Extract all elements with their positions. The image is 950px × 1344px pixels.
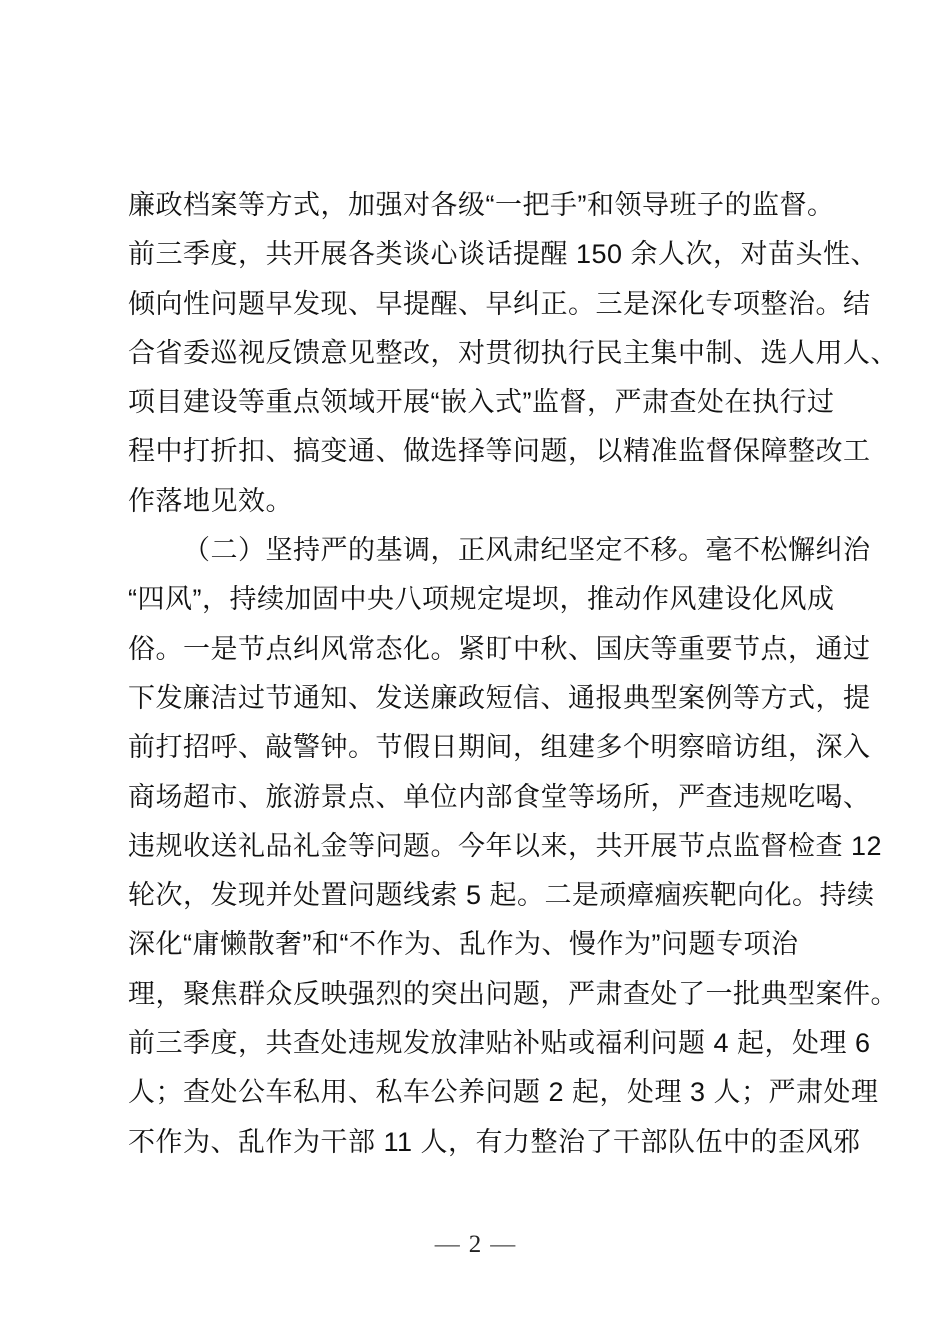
footer-dash-right: — bbox=[490, 1231, 516, 1258]
text-line: 廉政档案等方式，加强对各级“一把手”和领导班子的监督。 bbox=[128, 190, 835, 220]
text-line: 下发廉洁过节通知、发送廉政短信、通报典型案例等方式，提 bbox=[128, 682, 871, 713]
text-line: 前打招呼、敲警钟。节假日期间，组建多个明察暗访组，深入 bbox=[128, 732, 871, 763]
text-line: 不作为、乱作为干部 11 人，有力整治了干部队伍中的歪风邪 bbox=[128, 1126, 861, 1157]
footer-dash-left: — bbox=[434, 1231, 460, 1258]
text-line: 理，聚焦群众反映强烈的突出问题，严肃查处了一批典型案件。 bbox=[128, 978, 898, 1009]
document-body bbox=[128, 186, 898, 1172]
text-line: 合省委巡视反馈意见整改，对贯彻执行民主集中制、选人用人、 bbox=[128, 337, 898, 368]
text-line: 俗。一是节点纠风常态化。紧盯中秋、国庆等重要节点，通过 bbox=[128, 633, 871, 664]
text-line-paragraph-start: （二）坚持严的基调，正风肃纪坚定不移。毫不松懈纠治 bbox=[183, 535, 871, 566]
text-line: 前三季度，共查处违规发放津贴补贴或福利问题 4 起，处理 6 bbox=[128, 1028, 871, 1059]
page-footer bbox=[0, 1230, 950, 1260]
text-line: 人；查处公车私用、私车公养问题 2 起，处理 3 人；严肃处理 bbox=[128, 1077, 879, 1108]
text-line: 轮次，发现并处置问题线索 5 起。二是顽瘴痼疾靶向化。持续 bbox=[128, 880, 875, 911]
text-line: 作落地见效。 bbox=[128, 485, 293, 516]
text-line: 项目建设等重点领域开展“嵌入式”监督，严肃查处在执行过 bbox=[128, 387, 835, 418]
page-number: 2 bbox=[468, 1231, 482, 1258]
text-line: “四风”，持续加固中央八项规定堤坝，推动作风建设化风成 bbox=[128, 584, 835, 615]
text-line: 违规收送礼品礼金等问题。今年以来，共开展节点监督检查 12 bbox=[128, 830, 883, 861]
text-line: 深化“庸懒散奢”和“不作为、乱作为、慢作为”问题专项治 bbox=[128, 929, 799, 960]
text-line: 倾向性问题早发现、早提醒、早纠正。三是深化专项整治。结 bbox=[128, 288, 871, 319]
text-line: 商场超市、旅游景点、单位内部食堂等场所，严查违规吃喝、 bbox=[128, 781, 871, 812]
text-line: 前三季度，共开展各类谈心谈话提醒 150 余人次，对苗头性、 bbox=[128, 239, 879, 270]
text-line: 程中打折扣、搞变通、做选择等问题，以精准监督保障整改工 bbox=[128, 436, 871, 467]
